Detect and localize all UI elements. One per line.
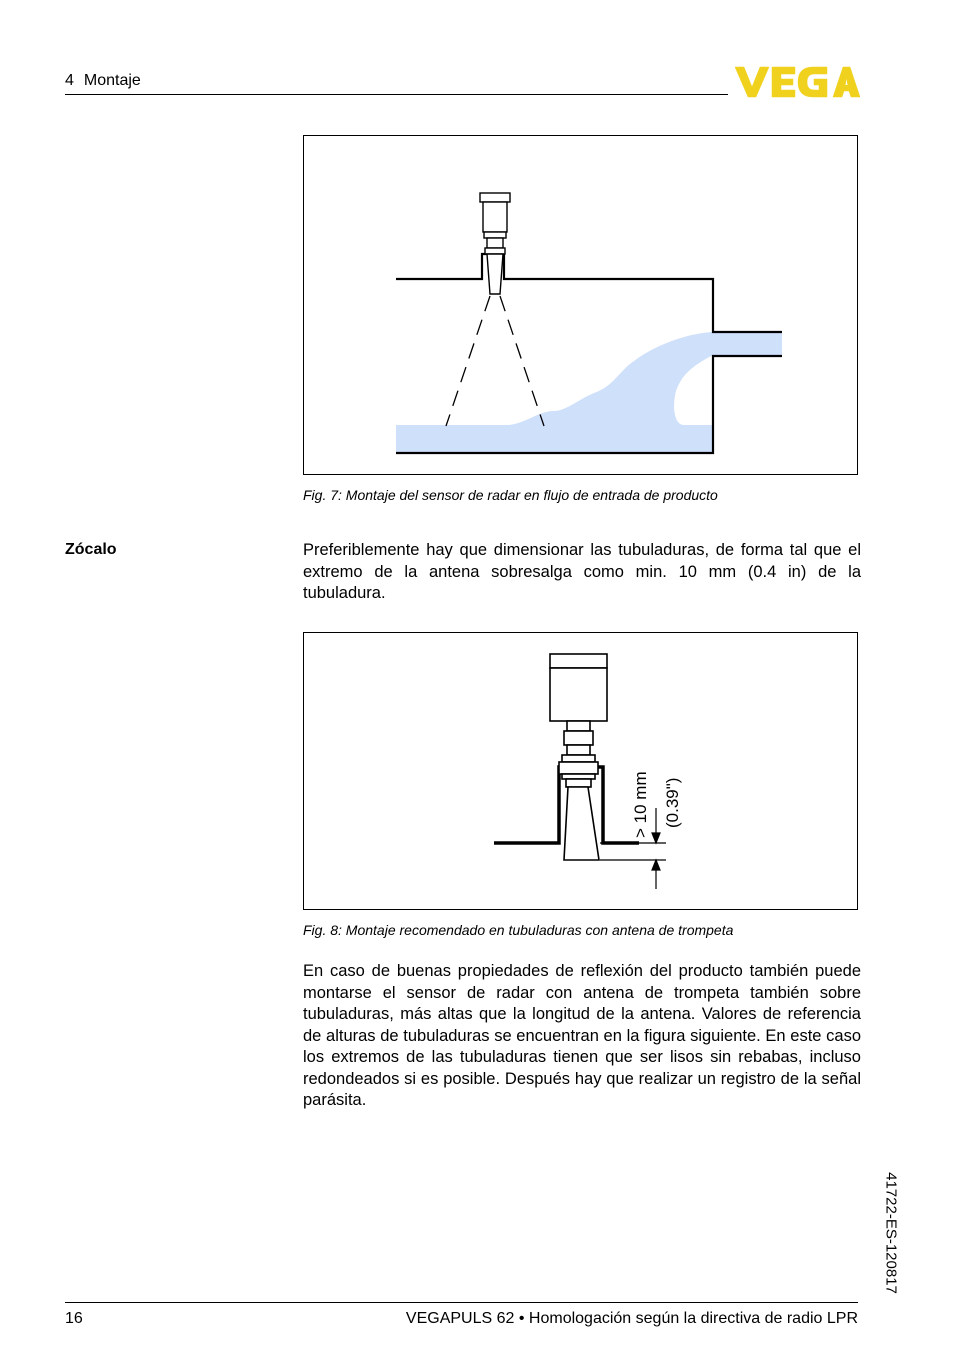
section-number: 4 — [65, 72, 74, 89]
product-fill — [396, 332, 782, 453]
figure-8 — [303, 632, 858, 910]
vega-logo — [735, 62, 860, 102]
section-title: Montaje — [83, 72, 141, 89]
document-id — [879, 1158, 903, 1308]
dimension-label-metric: > 10 mm — [631, 771, 650, 838]
paragraph-1: Preferiblemente hay que dimensionar las tubuladuras, de forma tal que el extremo de la antena sobresalga como min. 10 mm (0.4 in) de la tubuladura. — [303, 541, 861, 602]
footer-title: VEGAPULS 62 • Homologación según la directiva de radio LPR — [405, 1310, 858, 1327]
paragraph-2: En caso de buenas propiedades de reflexión del producto también puede montarse el sensor de radar con antena de trompeta también sobre tubuladuras, más altas que la longitud de la antena. Valores de referencia de alturas de tubuladuras se encuentran en la figura siguiente. En este caso los extremos de las tubuladuras tienen que ser lisos sin rebabas, incluso redondeados si es posible. Después hay que realizar un registro de la señal parásita. — [303, 962, 861, 1109]
vega-logo-mark — [735, 67, 860, 97]
figure-7-drawing — [304, 136, 857, 474]
figure-7 — [303, 135, 858, 475]
running-header — [65, 72, 141, 90]
dimension-label-imperial: (0.39") — [663, 777, 682, 828]
document-id-text: 41722-ES-120817 — [882, 1172, 900, 1294]
figure-7-caption: Fig. 7: Montaje del sensor de radar en flujo de entrada de producto — [303, 487, 718, 503]
figure-8-drawing — [304, 633, 857, 909]
header-rule — [65, 94, 728, 95]
radar-beam — [446, 296, 544, 426]
tank-outline — [396, 254, 782, 332]
section-label: Zócalo — [65, 541, 117, 558]
page-number: 16 — [65, 1310, 83, 1327]
figure-8-caption: Fig. 8: Montaje recomendado en tubuladuras con antena de trompeta — [303, 922, 734, 938]
footer-rule — [65, 1302, 858, 1303]
